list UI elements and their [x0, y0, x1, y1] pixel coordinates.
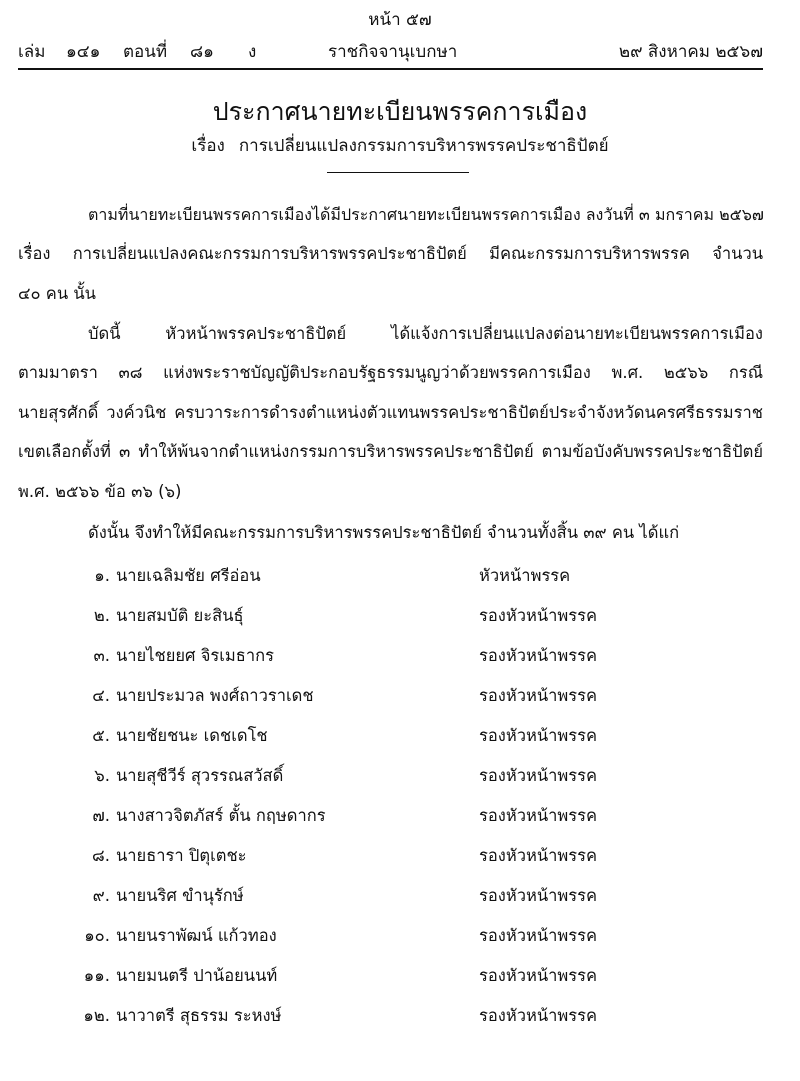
subject-label: เรื่อง [191, 136, 225, 156]
member-number: ๘. [92, 846, 110, 865]
list-item [0, 843, 800, 869]
list-item [0, 1003, 800, 1029]
member-name: นายธารา ปิตุเตชะ [116, 846, 247, 865]
issue-label: ตอนที่ [123, 42, 168, 62]
member-name: นายสุชีวีร์ สุวรรณสวัสดิ์ [116, 766, 284, 785]
paragraph-line: ตามที่นายทะเบียนพรรคการเมืองได้มีประกาศนายทะเบียนพรรคการเมือง ลงวันที่ ๓ มกราคม ๒๕๖๗ [88, 205, 764, 224]
gazette-name: ราชกิจจานุเบกษา [328, 42, 458, 62]
page-number: หน้า ๕๗ [368, 10, 432, 30]
member-position: รองหัวหน้าพรรค [479, 966, 598, 985]
member-name: นายไชยยศ จิรเมธากร [116, 646, 274, 665]
volume-number: ๑๔๑ [66, 42, 101, 62]
gazette-header [18, 38, 763, 68]
paragraph-line: ๔๐ คน นั้น [18, 284, 96, 303]
member-name: นายนริศ ขำนุรักษ์ [116, 886, 244, 905]
section-letter: ง [248, 42, 257, 62]
member-name: นายเฉลิมชัย ศรีอ่อน [116, 566, 261, 585]
member-position: รองหัวหน้าพรรค [479, 886, 598, 905]
issue-number: ๘๑ [190, 42, 214, 62]
member-position: รองหัวหน้าพรรค [479, 646, 598, 665]
header-divider [18, 68, 763, 70]
list-item [0, 963, 800, 989]
paragraph-line: ตามมาตรา ๓๘ แห่งพระราชบัญญัติประกอบรัฐธรรมนูญว่าด้วยพรรคการเมือง พ.ศ. ๒๕๖๖ กรณี [18, 363, 763, 382]
member-number: ๓. [93, 646, 110, 665]
member-number: ๙. [92, 886, 110, 905]
member-name: นายประมวล พงศ์ถาวราเดช [116, 686, 314, 705]
list-item [0, 563, 800, 589]
publish-date: ๒๙ สิงหาคม ๒๕๖๗ [618, 42, 763, 62]
announcement-subject [0, 132, 800, 159]
member-name: นายนราพัฒน์ แก้วทอง [116, 926, 277, 945]
list-item [0, 763, 800, 789]
member-position: รองหัวหน้าพรรค [479, 806, 598, 825]
list-item [0, 603, 800, 629]
member-number: ๑. [94, 566, 110, 585]
member-number: ๗. [92, 806, 110, 825]
paragraph-line: บัดนี้ หัวหน้าพรรคประชาธิปัตย์ ได้แจ้งการเปลี่ยนแปลงต่อนายทะเบียนพรรคการเมือง [88, 324, 763, 343]
member-name: นาวาตรี สุธรรม ระหงษ์ [116, 1006, 282, 1025]
volume-label: เล่ม [18, 42, 46, 62]
list-item [0, 883, 800, 909]
announcement-title: ประกาศนายทะเบียนพรรคการเมือง [212, 97, 588, 126]
member-number: ๑๒. [83, 1006, 110, 1025]
list-item [0, 923, 800, 949]
member-position: รองหัวหน้าพรรค [479, 926, 598, 945]
paragraph-line: เขตเลือกตั้งที่ ๓ ทำให้พ้นจากตำแหน่งกรรมการบริหารพรรคประชาธิปัตย์ ตามข้อบังคับพรรคประชาธิปัตย์ [18, 442, 763, 461]
list-item [0, 683, 800, 709]
member-number: ๖. [94, 766, 110, 785]
paragraph-line: พ.ศ. ๒๕๖๖ ข้อ ๓๖ (๖) [18, 482, 182, 501]
paragraph-line: ดังนั้น จึงทำให้มีคณะกรรมการบริหารพรรคประชาธิปัตย์ จำนวนทั้งสิ้น ๓๙ คน ได้แก่ [88, 523, 680, 542]
member-position: รองหัวหน้าพรรค [479, 1006, 598, 1025]
member-position: หัวหน้าพรรค [479, 566, 571, 585]
member-position: รองหัวหน้าพรรค [479, 846, 598, 865]
member-name: นายมนตรี ปาน้อยนนท์ [116, 966, 278, 985]
list-item [0, 803, 800, 829]
member-number: ๑๑. [83, 966, 110, 985]
title-divider [327, 172, 469, 173]
subject-text: การเปลี่ยนแปลงกรรมการบริหารพรรคประชาธิปัตย์ [238, 136, 609, 156]
member-position: รองหัวหน้าพรรค [479, 686, 598, 705]
paragraph-line: เรื่อง การเปลี่ยนแปลงคณะกรรมการบริหารพรรคประชาธิปัตย์ มีคณะกรรมการบริหารพรรค จำนวน [18, 244, 763, 263]
paragraph-line: นายสุรศักดิ์ วงค์วนิช ครบวาระการดำรงตำแหน่งตัวแทนพรรคประชาธิปัตย์ประจำจังหวัดนครศรีธรรมราช [18, 403, 763, 422]
member-name: นางสาวจิตภัสร์ ตั้น กฤษดากร [116, 806, 326, 825]
list-item [0, 643, 800, 669]
member-position: รองหัวหน้าพรรค [479, 606, 598, 625]
member-number: ๑๐. [84, 926, 110, 945]
member-number: ๕. [92, 726, 110, 745]
member-number: ๔. [92, 686, 110, 705]
member-name: นายสมบัติ ยะสินธุ์ [116, 606, 244, 625]
member-name: นายชัยชนะ เดชเดโช [116, 726, 268, 745]
list-item [0, 723, 800, 749]
member-position: รองหัวหน้าพรรค [479, 726, 598, 745]
member-number: ๒. [93, 606, 110, 625]
member-position: รองหัวหน้าพรรค [479, 766, 598, 785]
